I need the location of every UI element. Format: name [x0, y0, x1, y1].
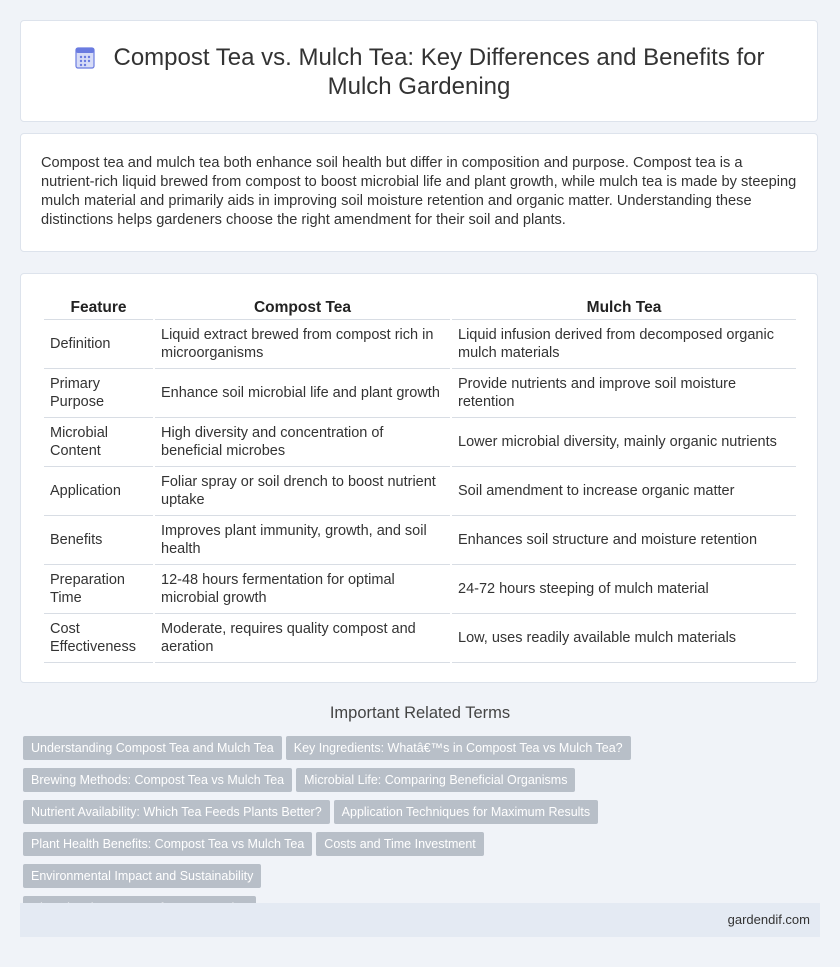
row-feature: Cost Effectiveness	[44, 614, 153, 663]
table-row	[44, 565, 796, 614]
row-mulch: Liquid infusion derived from decomposed organic mulch materials	[452, 320, 796, 369]
table-row	[44, 614, 796, 663]
row-compost: Enhance soil microbial life and plant growth	[155, 369, 450, 418]
row-mulch: Low, uses readily available mulch materials	[452, 614, 796, 663]
related-tag[interactable]: Brewing Methods: Compost Tea vs Mulch Tea	[23, 768, 292, 792]
header-card	[20, 20, 818, 122]
row-feature: Application	[44, 467, 153, 516]
footer	[20, 903, 820, 937]
row-compost: Moderate, requires quality compost and aeration	[155, 614, 450, 663]
related-terms-title: Important Related Terms	[329, 704, 511, 722]
header-compost-tea: Compost Tea	[155, 296, 450, 320]
footer-site-link[interactable]: gardendif.com	[727, 912, 810, 927]
related-tag[interactable]: Costs and Time Investment	[316, 832, 483, 856]
row-mulch: Soil amendment to increase organic matter	[452, 467, 796, 516]
table-header-row	[44, 296, 796, 320]
table-row	[44, 369, 796, 418]
row-feature: Microbial Content	[44, 418, 153, 467]
related-terms-list	[23, 736, 723, 928]
related-tag[interactable]: Key Ingredients: Whatâ€™s in Compost Tea vs Mulch Tea?	[286, 736, 631, 760]
intro-card	[20, 133, 818, 252]
row-feature: Benefits	[44, 516, 153, 565]
row-compost: Foliar spray or soil drench to boost nutrient uptake	[155, 467, 450, 516]
page-title: Compost Tea vs. Mulch Tea: Key Differences and Benefits for Mulch Gardening	[113, 44, 765, 100]
row-feature: Definition	[44, 320, 153, 369]
document-icon	[74, 45, 96, 69]
related-tag[interactable]: Application Techniques for Maximum Results	[334, 800, 599, 824]
row-compost: High diversity and concentration of beneficial microbes	[155, 418, 450, 467]
row-compost: Liquid extract brewed from compost rich in microorganisms	[155, 320, 450, 369]
table-row	[44, 320, 796, 369]
row-feature: Preparation Time	[44, 565, 153, 614]
row-mulch: 24-72 hours steeping of mulch material	[452, 565, 796, 614]
header-mulch-tea: Mulch Tea	[452, 296, 796, 320]
related-tag[interactable]: Understanding Compost Tea and Mulch Tea	[23, 736, 282, 760]
row-compost: Improves plant immunity, growth, and soil health	[155, 516, 450, 565]
comparison-table	[42, 296, 798, 663]
related-tag[interactable]: Microbial Life: Comparing Beneficial Organisms	[296, 768, 575, 792]
related-tag[interactable]: Nutrient Availability: Which Tea Feeds Plants Better?	[23, 800, 330, 824]
header-feature: Feature	[44, 296, 153, 320]
related-tag[interactable]: Plant Health Benefits: Compost Tea vs Mulch Tea	[23, 832, 312, 856]
related-tag[interactable]: Environmental Impact and Sustainability	[23, 864, 261, 888]
table-row	[44, 516, 796, 565]
comparison-card	[20, 273, 818, 683]
row-mulch: Enhances soil structure and moisture retention	[452, 516, 796, 565]
row-mulch: Provide nutrients and improve soil moisture retention	[452, 369, 796, 418]
row-feature: Primary Purpose	[44, 369, 153, 418]
row-mulch: Lower microbial diversity, mainly organic nutrients	[452, 418, 796, 467]
intro-text: Compost tea and mulch tea both enhance soil health but differ in composition and purpose. Compost tea is a nutrient-rich liquid brewed from compost to boost microbial life and plant growth, while mulch tea is made by steeping mulch material and primarily aids in improving soil moisture retention and organic matter. Understanding these distinctions helps gardeners choose the right amendment for their soil and plants.	[41, 155, 797, 228]
row-compost: 12-48 hours fermentation for optimal microbial growth	[155, 565, 450, 614]
table-row	[44, 467, 796, 516]
page-title-wrap	[61, 43, 777, 101]
table-row	[44, 418, 796, 467]
